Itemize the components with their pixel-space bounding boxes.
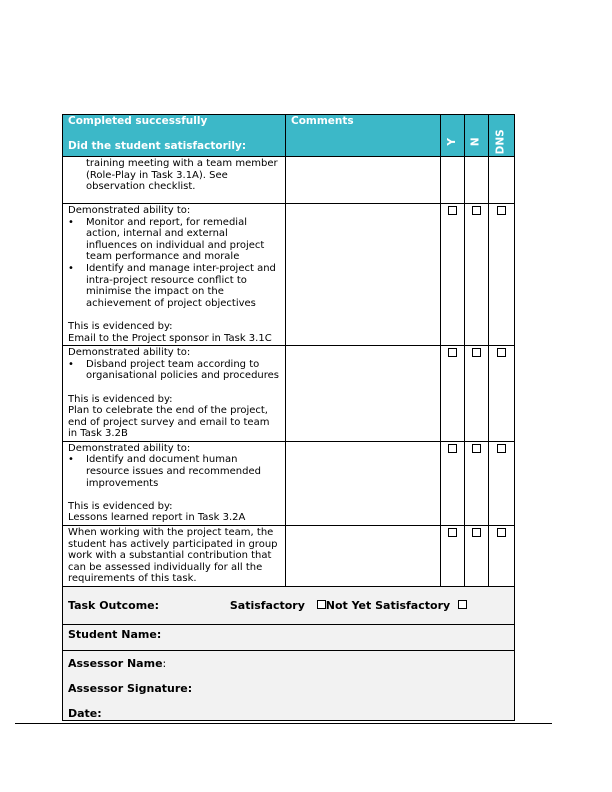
- date-label: Date:: [68, 707, 102, 720]
- y-cell: [441, 204, 465, 346]
- dns-cell: [489, 204, 515, 346]
- assessment-table: [62, 114, 515, 721]
- completed-successfully-label: Completed successfully: [68, 115, 208, 127]
- evidence-text: Email to the Project sponsor in Task 3.1C: [68, 332, 272, 344]
- y-checkbox[interactable]: [448, 348, 457, 357]
- n-checkbox[interactable]: [472, 528, 481, 537]
- y-header-label: Y: [445, 138, 458, 147]
- student-name-label: Student Name:: [68, 628, 162, 641]
- dns-cell: [489, 441, 515, 525]
- continuation-line: training meeting with a team member: [86, 158, 278, 169]
- did-student-label: Did the student satisfactorily:: [68, 139, 247, 152]
- comments-cell[interactable]: [286, 526, 441, 587]
- n-checkbox[interactable]: [472, 444, 481, 453]
- assessor-name-colon: :: [162, 657, 167, 670]
- dns-checkbox[interactable]: [497, 444, 506, 453]
- criteria-cell: [63, 157, 286, 204]
- satisfactory-checkbox[interactable]: [317, 600, 326, 609]
- row-intro: Demonstrated ability to:: [68, 442, 191, 454]
- dns-header-label: DNS: [494, 129, 507, 155]
- student-name-row: [63, 625, 515, 651]
- continuation-line: (Role-Play in Task 3.1A). See: [86, 169, 228, 181]
- y-cell: [441, 526, 465, 587]
- table-row: [63, 157, 515, 204]
- list-item: • Disband project team according to organisational policies and procedures: [68, 359, 280, 382]
- n-checkbox[interactable]: [472, 348, 481, 357]
- table-header-row: [63, 115, 515, 157]
- list-item: • Monitor and report, for remedial action, internal and external influences on individual and project team performance and morale: [68, 217, 280, 263]
- footer-divider: [15, 723, 552, 724]
- dns-checkbox[interactable]: [497, 528, 506, 537]
- n-checkbox[interactable]: [472, 206, 481, 215]
- evidence-label: This is evidenced by:: [68, 500, 173, 512]
- criteria-cell: [63, 346, 286, 442]
- table-row: [63, 526, 515, 587]
- criteria-cell: [63, 441, 286, 525]
- comments-cell[interactable]: [286, 204, 441, 346]
- n-cell: [465, 346, 489, 442]
- not-yet-satisfactory-label: Not Yet Satisfactory: [325, 599, 451, 612]
- criteria-cell: [63, 204, 286, 346]
- continuation-line: observation checklist.: [86, 181, 196, 193]
- task-outcome-cell: [63, 587, 515, 625]
- y-checkbox[interactable]: [448, 444, 457, 453]
- dns-cell: [489, 526, 515, 587]
- y-cell: [441, 346, 465, 442]
- criteria-list: [68, 359, 280, 382]
- evidence-label: This is evidenced by:: [68, 320, 173, 332]
- n-cell: [465, 526, 489, 587]
- n-cell: [465, 204, 489, 346]
- y-checkbox[interactable]: [448, 206, 457, 215]
- n-cell: [465, 157, 489, 204]
- comments-cell[interactable]: [286, 157, 441, 204]
- task-outcome-label: Task Outcome:: [68, 599, 160, 612]
- list-item: • Identify and manage inter-project and intra-project resource conflict to minimise the impact on the achievement of project objectives: [68, 263, 280, 309]
- comments-header: Comments: [286, 115, 441, 157]
- y-cell: [441, 441, 465, 525]
- dns-header: [489, 115, 515, 157]
- y-cell: [441, 157, 465, 204]
- table-row: [63, 346, 515, 442]
- assessor-cell[interactable]: [63, 651, 515, 721]
- comments-cell[interactable]: [286, 346, 441, 442]
- y-header: [441, 115, 465, 157]
- assessor-row: [63, 651, 515, 721]
- list-item: • Identify and document human resource issues and recommended improvements: [68, 454, 280, 489]
- n-header: [465, 115, 489, 157]
- table-row: [63, 441, 515, 525]
- dns-checkbox[interactable]: [497, 348, 506, 357]
- dns-checkbox[interactable]: [497, 206, 506, 215]
- evidence-text: Lessons learned report in Task 3.2A: [68, 512, 246, 524]
- not-yet-satisfactory-checkbox[interactable]: [458, 600, 467, 609]
- dns-cell: [489, 157, 515, 204]
- criteria-list: [68, 217, 280, 310]
- evidence-label: This is evidenced by:: [68, 393, 173, 405]
- criteria-list: [68, 454, 280, 489]
- assessor-name-line: [68, 657, 509, 670]
- dns-cell: [489, 346, 515, 442]
- n-cell: [465, 441, 489, 525]
- comments-cell[interactable]: [286, 441, 441, 525]
- row-intro: Demonstrated ability to:: [68, 205, 191, 216]
- task-outcome-row: [63, 587, 515, 625]
- evidence-text: Plan to celebrate the end of the project, end of project survey and email to team in Task 3.2B: [68, 405, 270, 440]
- table-row: [63, 204, 515, 346]
- n-header-label: N: [469, 137, 482, 147]
- criteria-header: [63, 115, 286, 157]
- assessor-name-label: Assessor Name: [68, 657, 163, 670]
- row-intro: Demonstrated ability to:: [68, 347, 191, 359]
- student-name-cell[interactable]: [63, 625, 515, 651]
- criteria-cell: When working with the project team, the student has actively participated in group work with a substantial contribution that can be assessed individually for all the requirements of this task.: [63, 526, 286, 587]
- y-checkbox[interactable]: [448, 528, 457, 537]
- assessor-signature-label: Assessor Signature:: [68, 682, 193, 695]
- satisfactory-label: Satisfactory: [229, 599, 305, 612]
